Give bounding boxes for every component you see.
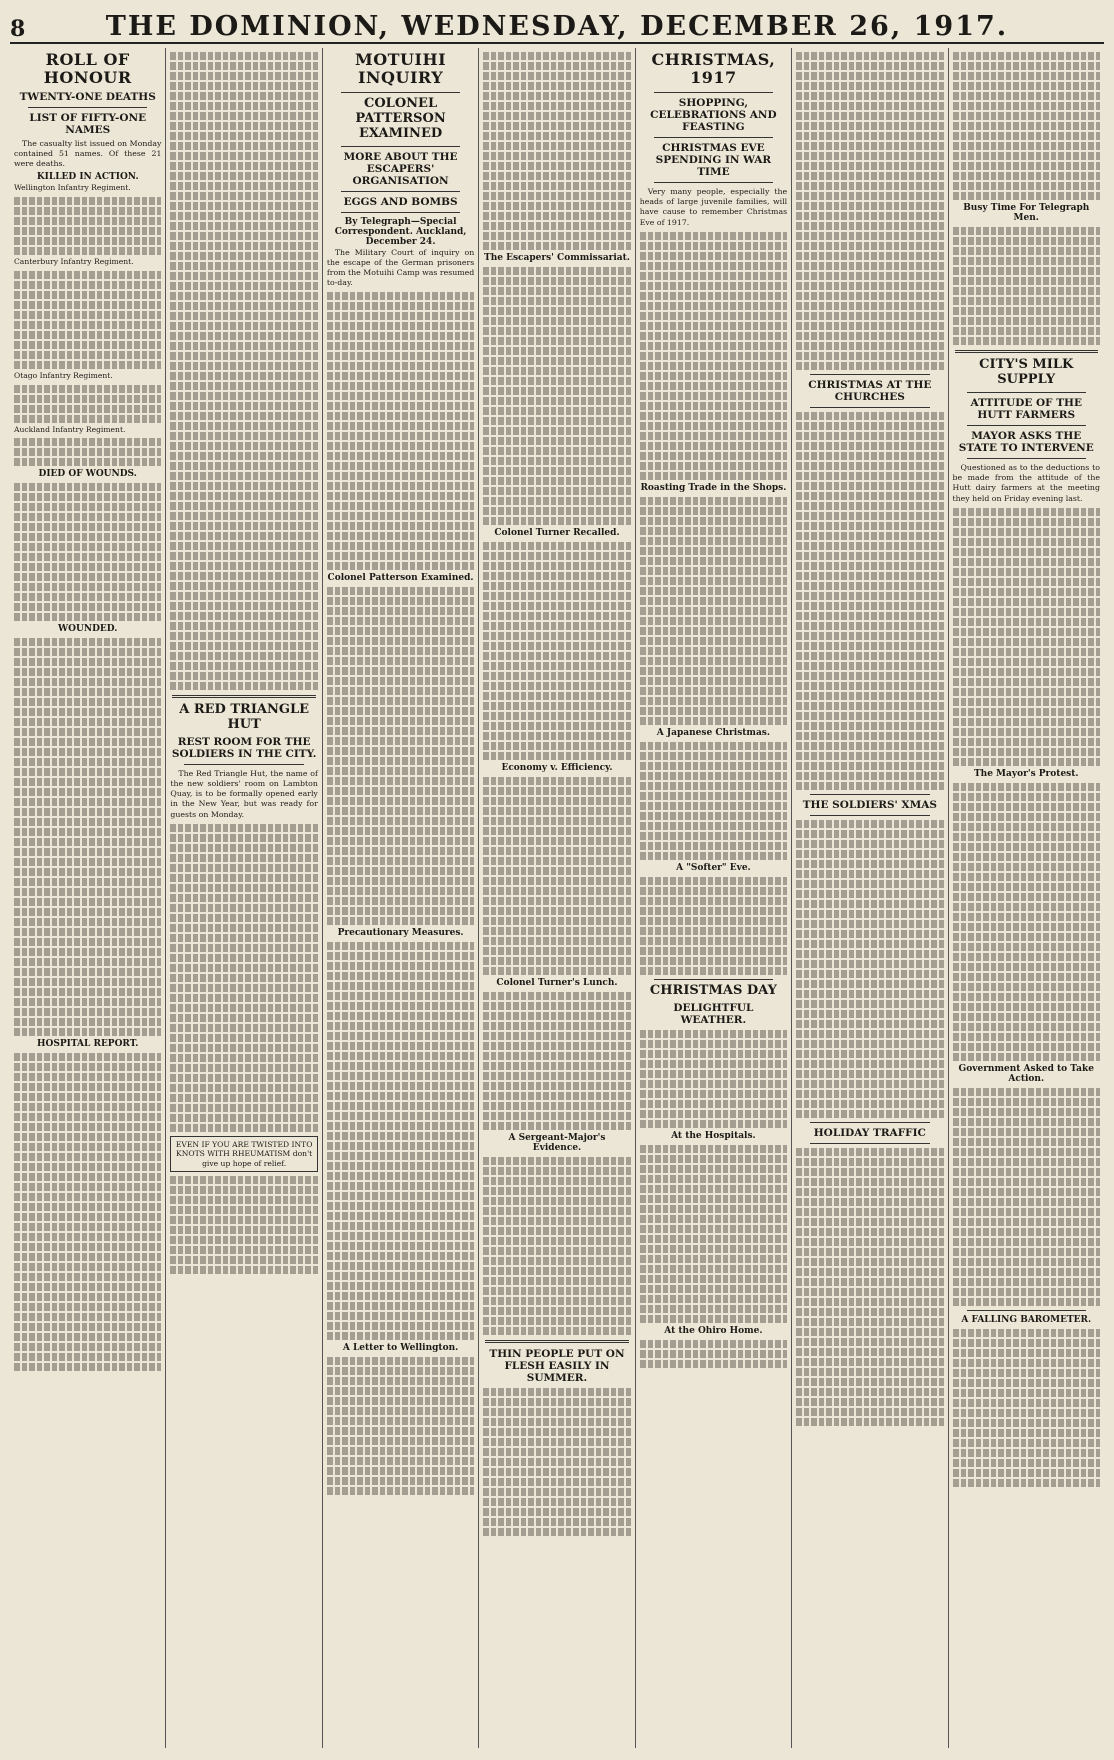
motuihi-heading: MOTUIHI INQUIRY	[355, 50, 447, 88]
roll-heading: ROLL OF HONOUR	[43, 50, 132, 88]
roll-section-hospital: HOSPITAL REPORT.	[37, 1039, 139, 1050]
christmas-heading: CHRISTMAS, 1917	[651, 50, 776, 88]
column-motuihi-inquiry	[323, 48, 479, 1748]
hut-heading: A RED TRIANGLE HUT	[179, 702, 310, 732]
motuihi-subheading-2: MORE ABOUT THE ESCAPERS' ORGANISATION	[343, 150, 458, 187]
roll-section-died: DIED OF WOUNDS.	[38, 469, 137, 480]
roll-entry: Auckland Infantry Regiment.	[14, 424, 126, 434]
soldiers-xmas-heading: THE SOLDIERS' XMAS	[802, 799, 937, 812]
motuihi-para: The Military Court of inquiry on the escape of the German prisoners from the Motuihi Camp was resumed to-day.	[326, 247, 475, 288]
escapers-commissariat: The Escapers' Commissariat.	[484, 253, 630, 263]
roll-list-heading: LIST OF FIFTY-ONE NAMES	[29, 111, 147, 136]
mayors-protest: The Mayor's Protest.	[973, 768, 1079, 779]
christmas-subheading-2: CHRISTMAS EVE SPENDING IN WAR TIME	[655, 141, 772, 179]
christmas-subheading: SHOPPING, CELEBRATIONS AND FEASTING	[650, 96, 777, 133]
churches-heading: CHRISTMAS AT THE CHURCHES	[808, 379, 932, 404]
roasting-trade: Roasting Trade in the Shops.	[640, 482, 787, 493]
motuihi-subheading: COLONEL PATTERSON EXAMINED	[355, 95, 446, 141]
roll-entry: Canterbury Infantry Regiment.	[14, 257, 134, 267]
motuihi-section-3: A Letter to Wellington.	[342, 1343, 459, 1354]
sergeant-major-evidence: A Sergeant-Major's Evidence.	[508, 1133, 606, 1153]
christmas-para: Very many people, especially the heads of large juvenile families, will have cause to remember Christmas Eve of 1917.	[639, 187, 788, 227]
motuihi-dateline: By Telegraph—Special Correspondent. Auckland, December 24.	[334, 216, 467, 247]
roll-section-killed: KILLED IN ACTION.	[36, 172, 139, 183]
hut-para: The Red Triangle Hut, the name of the new soldiers' room on Lambton Quay, is to be formally opened early in the New Year, but was ready for guests on Monday.	[170, 769, 318, 819]
column-roll-of-honour	[10, 48, 166, 1748]
colonel-turners-lunch: Colonel Turner's Lunch.	[496, 978, 618, 988]
page-number: 8	[10, 16, 26, 42]
milk-supply-para: Questioned as to the deductions to be made from the attitude of the Hutt dairy farmers at the meeting they held on Friday evening last.	[952, 463, 1100, 503]
motuihi-section-2: Precautionary Measures.	[337, 928, 464, 939]
hut-subheading: REST ROOM FOR THE SOLDIERS IN THE CITY.	[171, 735, 317, 760]
japanese-christmas: A Japanese Christmas.	[656, 727, 770, 738]
holiday-traffic-heading: HOLIDAY TRAFFIC	[813, 1127, 926, 1140]
roll-intro: The casualty list issued on Monday contained 51 names. Of these 21 were deaths.	[14, 138, 162, 169]
thin-people-advert-heading: THIN PEOPLE PUT ON FLESH EASILY IN SUMMER.	[489, 1348, 625, 1385]
roll-entry: Wellington Infantry Regiment.	[14, 183, 131, 193]
column-milk-supply	[949, 48, 1104, 1748]
at-the-hospitals: At the Hospitals.	[671, 1130, 756, 1141]
delightful-weather: DELIGHTFUL WEATHER.	[673, 1001, 754, 1026]
motuihi-subheading-3: EGGS AND BOMBS	[343, 195, 458, 208]
milk-supply-subheading-2: MAYOR ASKS THE STATE TO INTERVENE	[958, 430, 1094, 455]
christmas-day-heading: CHRISTMAS DAY	[649, 982, 777, 998]
column-motuihi-continued	[479, 48, 635, 1748]
milk-supply-subheading: ATTITUDE OF THE HUTT FARMERS	[970, 396, 1082, 421]
government-asked: Government Asked to Take Action.	[958, 1063, 1094, 1084]
milk-supply-heading: CITY'S MILK SUPPLY	[979, 357, 1074, 387]
masthead	[10, 8, 1104, 44]
rheumatism-advert: EVEN IF YOU ARE TWISTED INTO KNOTS WITH RHEUMATISM don't give up hope of relief.	[170, 1136, 317, 1172]
softer-eve: A "Softer" Eve.	[676, 862, 751, 873]
column-names-and-hut	[166, 48, 322, 1748]
telegraph-men: Busy Time For Telegraph Men.	[963, 203, 1090, 223]
column-christmas	[636, 48, 792, 1748]
column-churches-soldiers	[792, 48, 948, 1748]
roll-entry: Otago Infantry Regiment.	[14, 370, 113, 380]
columns	[10, 48, 1104, 1748]
roll-section-wounded: WOUNDED.	[58, 624, 118, 635]
falling-barometer: A FALLING BAROMETER.	[961, 1314, 1092, 1325]
at-the-ohiro-home: At the Ohiro Home.	[664, 1325, 763, 1336]
masthead-title: THE DOMINION, WEDNESDAY, DECEMBER 26, 1917.	[105, 11, 1009, 42]
colonel-turner-recalled: Colonel Turner Recalled.	[494, 528, 620, 538]
economy-efficiency: Economy v. Efficiency.	[501, 763, 613, 773]
motuihi-section-1: Colonel Patterson Examined.	[327, 573, 474, 584]
roll-subheading: TWENTY-ONE DEATHS	[19, 90, 156, 103]
